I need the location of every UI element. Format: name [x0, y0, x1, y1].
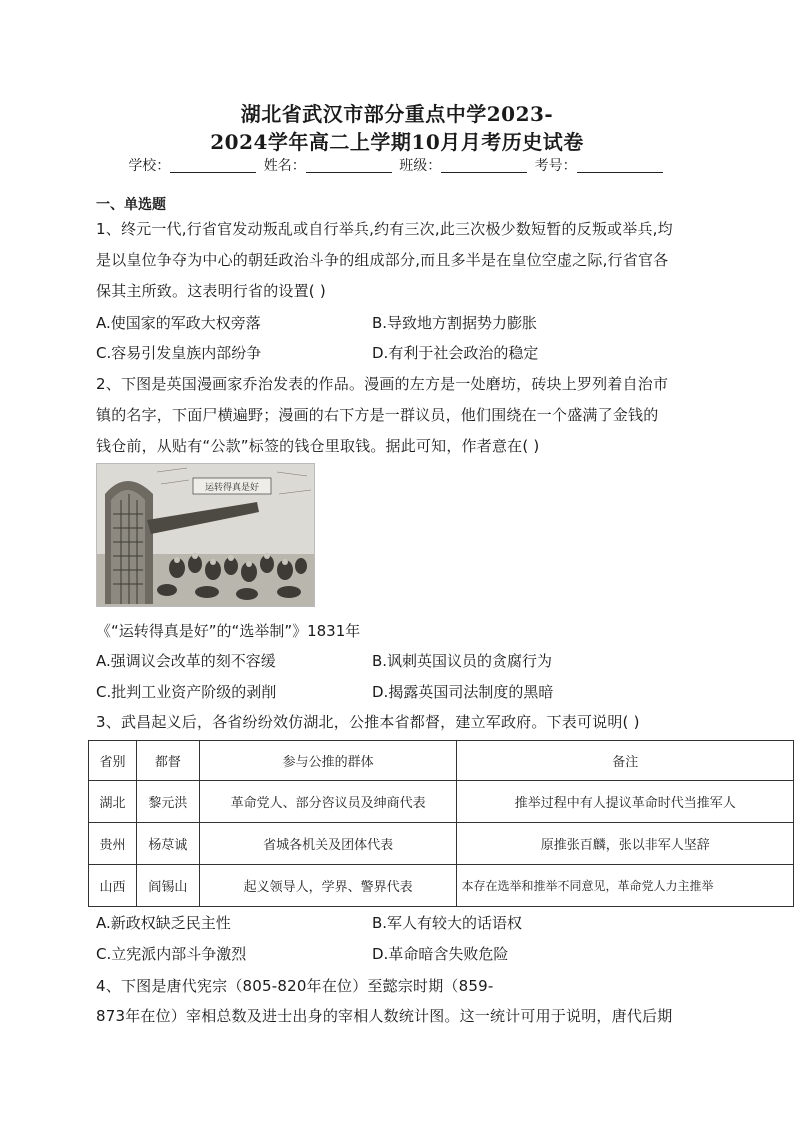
table-row: [89, 781, 794, 823]
q3-line-1: 3、武昌起义后，各省纷纷效仿湖北，公推本省都督，建立军政府。下表可说明( ): [96, 713, 640, 731]
table-header-row: [89, 741, 794, 781]
class-blank: [441, 158, 527, 173]
q4-line-1: 4、下图是唐代宪宗（805-820年在位）至懿宗时期（859-: [96, 977, 494, 995]
cartoon-image: [96, 463, 315, 607]
table-cell: 革命党人、部分咨议员及绅商代表: [199, 781, 457, 823]
exam-title-line2: 2024学年高二上学期10月月考历史试卷: [210, 130, 584, 154]
table-header-cell: 都督: [136, 741, 199, 781]
q3-option-b: B.军人有较大的话语权: [372, 914, 523, 932]
school-blank: [170, 158, 256, 173]
table-cell: 湖北: [89, 781, 137, 823]
q1-option-b: B.导致地方割据势力膨胀: [372, 314, 538, 332]
student-info-line: [0, 155, 794, 175]
name-label: 姓名：: [263, 158, 306, 174]
q1-line-3: 保其主所致。这表明行省的设置( ): [96, 282, 326, 300]
q4-line-2: 873年在位）宰相总数及进士出身的宰相人数统计图。这一统计可用于说明，唐代后期: [96, 1007, 673, 1025]
class-label: 班级：: [399, 158, 442, 174]
school-label: 学校：: [128, 158, 171, 174]
table-cell: 省城各机关及团体代表: [199, 823, 457, 865]
q2-option-a: A.强调议会改革的刻不容缓: [96, 652, 276, 670]
q1-line-1: 1、终元一代,行省官发动叛乱或自行举兵,约有三次,此三次极少数短暂的反叛或举兵,均: [96, 220, 673, 238]
section-title: 一、单选题: [96, 197, 166, 213]
q3-option-c: C.立宪派内部斗争激烈: [96, 945, 247, 963]
table-cell: 本存在选举和推举不同意见，革命党人力主推举: [457, 865, 794, 907]
q1-line-2: 是以皇位争夺为中心的朝廷政治斗争的组成部分,而且多半是在皇位空虚之际,行省官各: [96, 251, 669, 269]
table-cell: 起义领导人，学界、警界代表: [199, 865, 457, 907]
table-cell: 原推张百麟，张以非军人坚辞: [457, 823, 794, 865]
q2-line-2: 镇的名字，下面尸横遍野；漫画的右下方是一群议员，他们围绕在一个盛满了金钱的: [96, 406, 659, 424]
table-header-cell: 省别: [89, 741, 137, 781]
table-cell: 阎锡山: [136, 865, 199, 907]
q2-option-b: B.讽刺英国议员的贪腐行为: [372, 652, 553, 670]
q2-line-3: 钱仓前，从贴有“公款”标签的钱仓里取钱。据此可知，作者意在( ): [96, 437, 540, 455]
table-header-cell: 参与公推的群体: [199, 741, 457, 781]
cartoon-illustration: [97, 464, 314, 606]
cartoon-banner-text: 运转得真是好: [204, 483, 260, 493]
exam-number-blank: [577, 158, 663, 173]
q1-option-d: D.有利于社会政治的稳定: [372, 344, 539, 362]
table-cell: 贵州: [89, 823, 137, 865]
name-blank: [306, 158, 392, 173]
q2-option-c: C.批判工业资产阶级的剥削: [96, 683, 277, 701]
q3-option-a: A.新政权缺乏民主性: [96, 914, 231, 932]
exam-number-label: 考号：: [534, 158, 577, 174]
cartoon-caption: 《“运转得真是好”的“选举制”》1831年: [96, 622, 361, 640]
q2-option-d: D.揭露英国司法制度的黑暗: [372, 683, 554, 701]
table-row: [89, 865, 794, 907]
table-row: [89, 823, 794, 865]
exam-title-line1: 湖北省武汉市部分重点中学2023-: [240, 102, 554, 126]
q2-line-1: 2、下图是英国漫画家乔治发表的作品。漫画的左方是一处磨坊，砖块上罗列着自治市: [96, 375, 669, 393]
table-header-cell: 备注: [457, 741, 794, 781]
table-cell: 山西: [89, 865, 137, 907]
q1-option-a: A.使国家的军政大权旁落: [96, 314, 261, 332]
governors-table: [88, 740, 794, 907]
q3-option-d: D.革命暗含失败危险: [372, 945, 509, 963]
table-cell: 黎元洪: [136, 781, 199, 823]
q1-option-c: C.容易引发皇族内部纷争: [96, 344, 262, 362]
table-cell: 杨荩诚: [136, 823, 199, 865]
table-cell: 推举过程中有人提议革命时代当推军人: [457, 781, 794, 823]
